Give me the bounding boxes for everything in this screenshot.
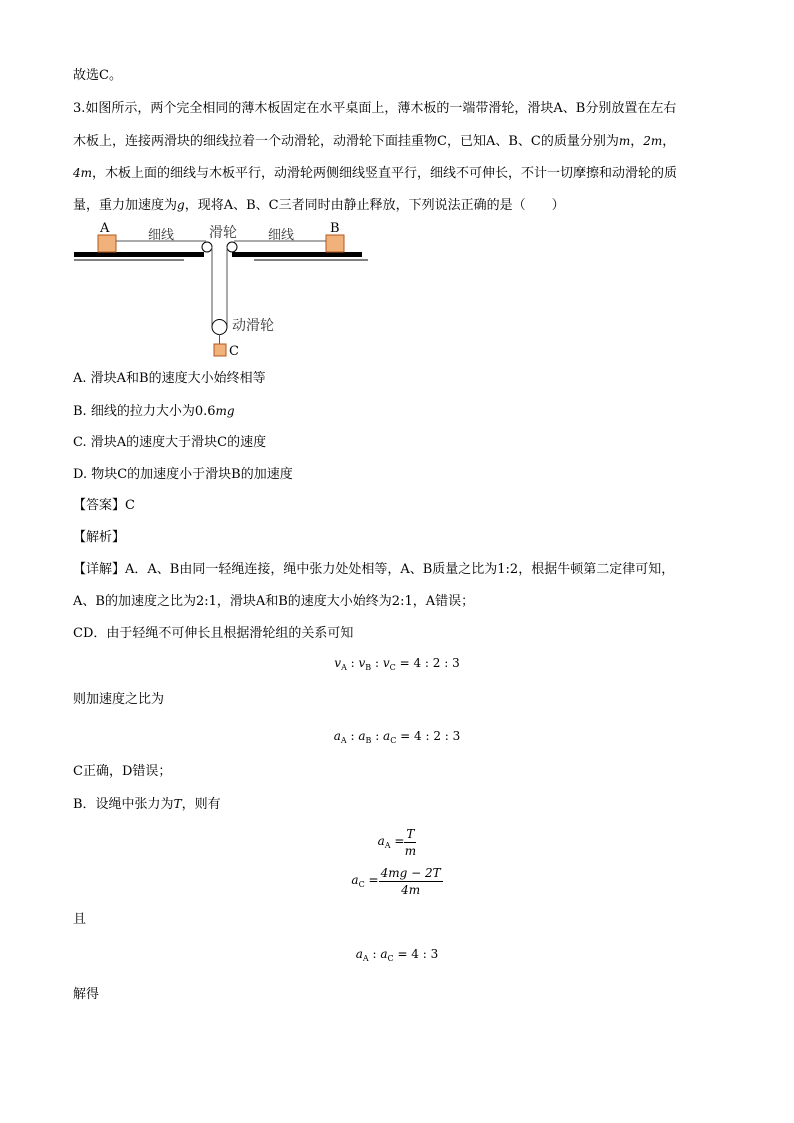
b-line <box>73 794 221 815</box>
block-c-label: C <box>229 344 239 359</box>
acc-a-equation: $a_A$ = $\frac{T}{m}$ <box>377 826 417 858</box>
answer-line <box>73 496 135 516</box>
question-stem-line-2 <box>73 131 675 152</box>
pulley-diagram <box>72 218 372 362</box>
comma: ， <box>630 134 644 149</box>
question-stem-line-4 <box>73 195 565 216</box>
mass-c: 4m <box>73 166 93 180</box>
option-b <box>73 401 235 422</box>
acceleration-ratio-equation: $a_A$ : $a_B$ : $a_C = 4$ : 2 : 3 <box>333 729 461 745</box>
stem-text: 量，重力加速度为 <box>73 198 178 213</box>
right-rope-label: 细线 <box>268 228 295 243</box>
block-b <box>326 235 344 252</box>
right-board <box>232 252 362 257</box>
stem-text: ，现将A、B、C三者同时由静止释放，下列说法正确的是（ ） <box>184 198 565 213</box>
answer-value: C <box>125 498 135 513</box>
option-b-mg: mg <box>215 404 235 418</box>
mass-b: 2m <box>643 134 663 148</box>
option-b-text: B. 细线的拉力大小为0.6 <box>73 404 216 419</box>
stem-text: ，木板上面的细线与木板平行，动滑轮两侧细线竖直平行，细线不可伸长，不计一切摩擦和动滑轮的质 <box>92 166 678 181</box>
answer-tag: 【答案】 <box>73 498 126 513</box>
gravity-symbol: g <box>177 198 185 212</box>
left-pulley <box>202 242 212 252</box>
c-correct-line: C正确，D错误； <box>73 764 172 779</box>
velocity-ratio-equation: $v_A$ : $v_B$ : $v_C = 4$ : 2 : 3 <box>334 656 460 672</box>
moving-pulley-label: 动滑轮 <box>232 318 274 334</box>
acc-ratio-ac-equation: $a_A$ : $a_C = 4$ : 3 <box>355 947 439 963</box>
left-rope-label: 细线 <box>148 228 175 243</box>
detail-line-1: 【详解】A．A、B由同一轻绳连接，绳中张力处处相等，A、B质量之比为1:2，根据牛顿第二定律可知， <box>73 562 675 577</box>
detail-line-3: CD．由于轻绳不可伸长且根据滑轮组的关系可知 <box>73 626 354 641</box>
analysis-tag: 【解析】 <box>73 530 126 545</box>
then-acc-line: 则加速度之比为 <box>73 692 165 707</box>
conclusion-line: 故选C。 <box>73 68 122 83</box>
detail-line-2: A、B的加速度之比为2:1，滑块A和B的速度大小始终为2:1，A错误； <box>73 594 475 609</box>
block-a <box>98 235 116 252</box>
block-b-label: B <box>330 221 340 236</box>
option-c: C. 滑块A的速度大于滑块C的速度 <box>73 435 267 450</box>
block-c <box>214 344 226 356</box>
pulley-label: 滑轮 <box>209 225 237 241</box>
question-stem-line-3 <box>73 163 677 184</box>
right-pulley <box>227 242 237 252</box>
mass-a: m <box>618 134 631 148</box>
option-d: D. 物块C的加速度小于滑块B的加速度 <box>73 467 293 482</box>
left-board <box>74 252 204 257</box>
b-line-text-2: ，则有 <box>181 797 221 812</box>
acc-c-equation: $a_C$ = $\frac{4mg - 2T}{4m}$ <box>351 865 441 897</box>
comma: ， <box>662 134 676 149</box>
stem-text: 木板上，连接两滑块的细线拉着一个动滑轮，动滑轮下面挂重物C，已知A、B、C的质量分别为 <box>73 134 619 149</box>
tension-symbol: T <box>173 797 182 811</box>
question-stem-line-1: 3.如图所示，两个完全相同的薄木板固定在水平桌面上，薄木板的一端带滑轮，滑块A、B分别放置在左右 <box>73 101 677 116</box>
and-line: 且 <box>73 912 87 927</box>
option-a: A. 滑块A和B的速度大小始终相等 <box>73 371 266 386</box>
block-a-label: A <box>100 221 110 236</box>
moving-pulley <box>212 320 227 335</box>
solve-line: 解得 <box>73 987 100 1002</box>
b-line-text: B．设绳中张力为 <box>73 797 174 812</box>
